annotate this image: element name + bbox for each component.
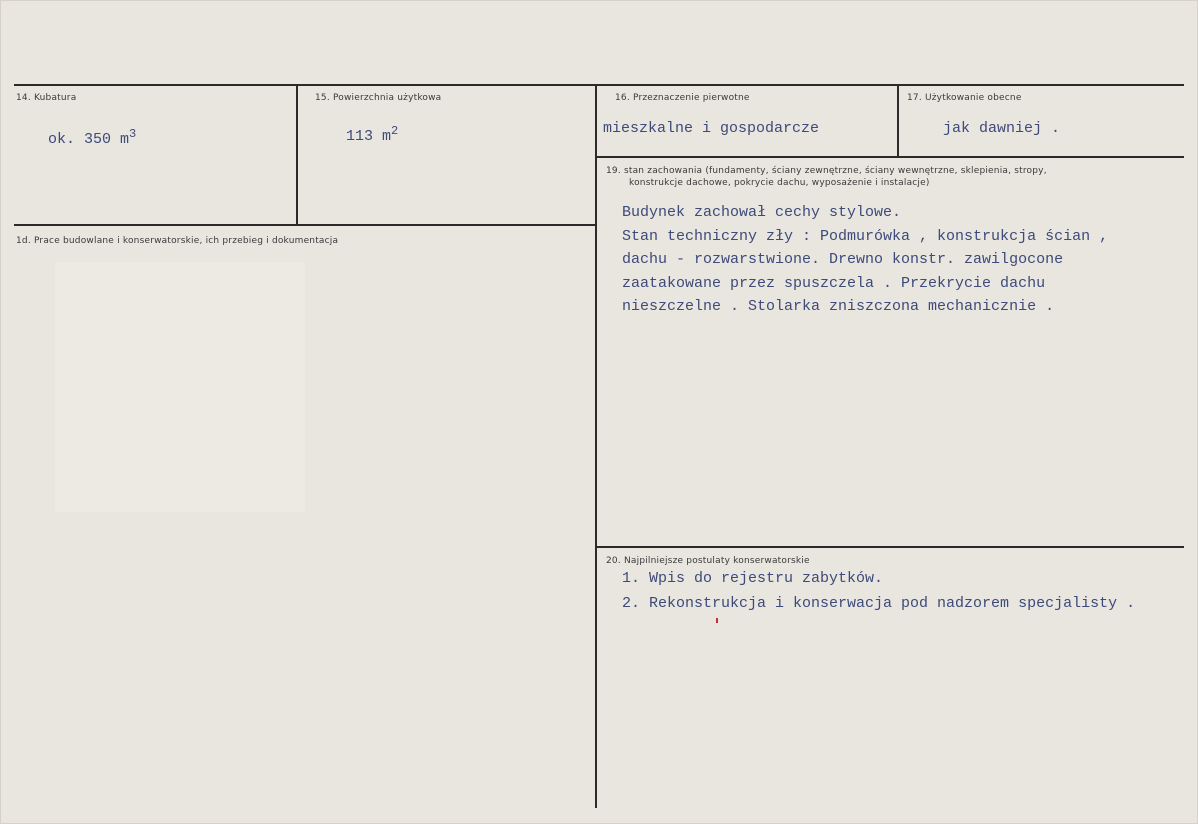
rule-under-16-17 xyxy=(597,156,1184,158)
ink-dot xyxy=(716,618,718,623)
stan-zachowania-text xyxy=(622,201,1108,319)
stan-zachowania-label-line-1: 19. stan zachowania (fundamenty, ściany zewnętrzne, ściany wewnętrzne, sklepienia, stropy, xyxy=(606,166,1047,176)
divider-16-17 xyxy=(897,86,899,158)
uzytkowanie-value: jak dawniej . xyxy=(943,120,1061,137)
stan-zachowania-label-line-2: konstrukcje dachowe, pokrycie dachu, wyposażenie i instalacje) xyxy=(629,178,930,188)
rule-above-20 xyxy=(597,546,1184,548)
divider-15-16 xyxy=(595,86,597,808)
kubatura-unit-exponent: 3 xyxy=(129,127,137,141)
kubatura-value-text: ok. 350 m xyxy=(48,131,130,148)
prace-budowlane-label: 1d. Prace budowlane i konserwatorskie, ich przebieg i dokumentacja xyxy=(16,236,339,246)
stan-zachowania-line: Budynek zachował cechy stylowe. xyxy=(622,204,902,221)
divider-14-15 xyxy=(296,86,298,226)
postulaty-label: 20. Najpilniejsze postulaty konserwatorskie xyxy=(606,556,810,566)
rule-under-14-15 xyxy=(14,224,596,226)
przeznaczenie-label: 16. Przeznaczenie pierwotne xyxy=(615,93,750,103)
kubatura-label: 14. Kubatura xyxy=(16,93,77,103)
stan-zachowania-label xyxy=(606,165,1047,189)
powierzchnia-label: 15. Powierzchnia użytkowa xyxy=(315,93,442,103)
postulaty-text xyxy=(622,566,1135,616)
postulaty-line: 1. Wpis do rejestru zabytków. xyxy=(622,570,884,587)
top-rule xyxy=(14,84,1184,86)
stan-zachowania-line: Stan techniczny zły : Podmurówka , konstrukcja ścian , xyxy=(622,227,1109,245)
uzytkowanie-label: 17. Użytkowanie obecne xyxy=(907,93,1022,103)
stan-zachowania-line: zaatakowane przez spuszczela . Przekrycie dachu xyxy=(622,274,1046,292)
postulaty-line: 2. Rekonstrukcja i konserwacja pod nadzorem specjalisty . xyxy=(622,595,1136,612)
stan-zachowania-line: nieszczelne . Stolarka zniszczona mechanicznie . xyxy=(622,298,1055,315)
przeznaczenie-value: mieszkalne i gospodarcze xyxy=(603,120,820,137)
powierzchnia-value-text: 113 m xyxy=(346,128,392,145)
paper-stain xyxy=(55,262,305,512)
kubatura-value xyxy=(48,127,137,148)
stan-zachowania-line: dachu - rozwarstwione. Drewno konstr. zawilgocone xyxy=(622,251,1064,268)
powierzchnia-unit-exponent: 2 xyxy=(391,124,399,138)
powierzchnia-value xyxy=(346,124,399,145)
